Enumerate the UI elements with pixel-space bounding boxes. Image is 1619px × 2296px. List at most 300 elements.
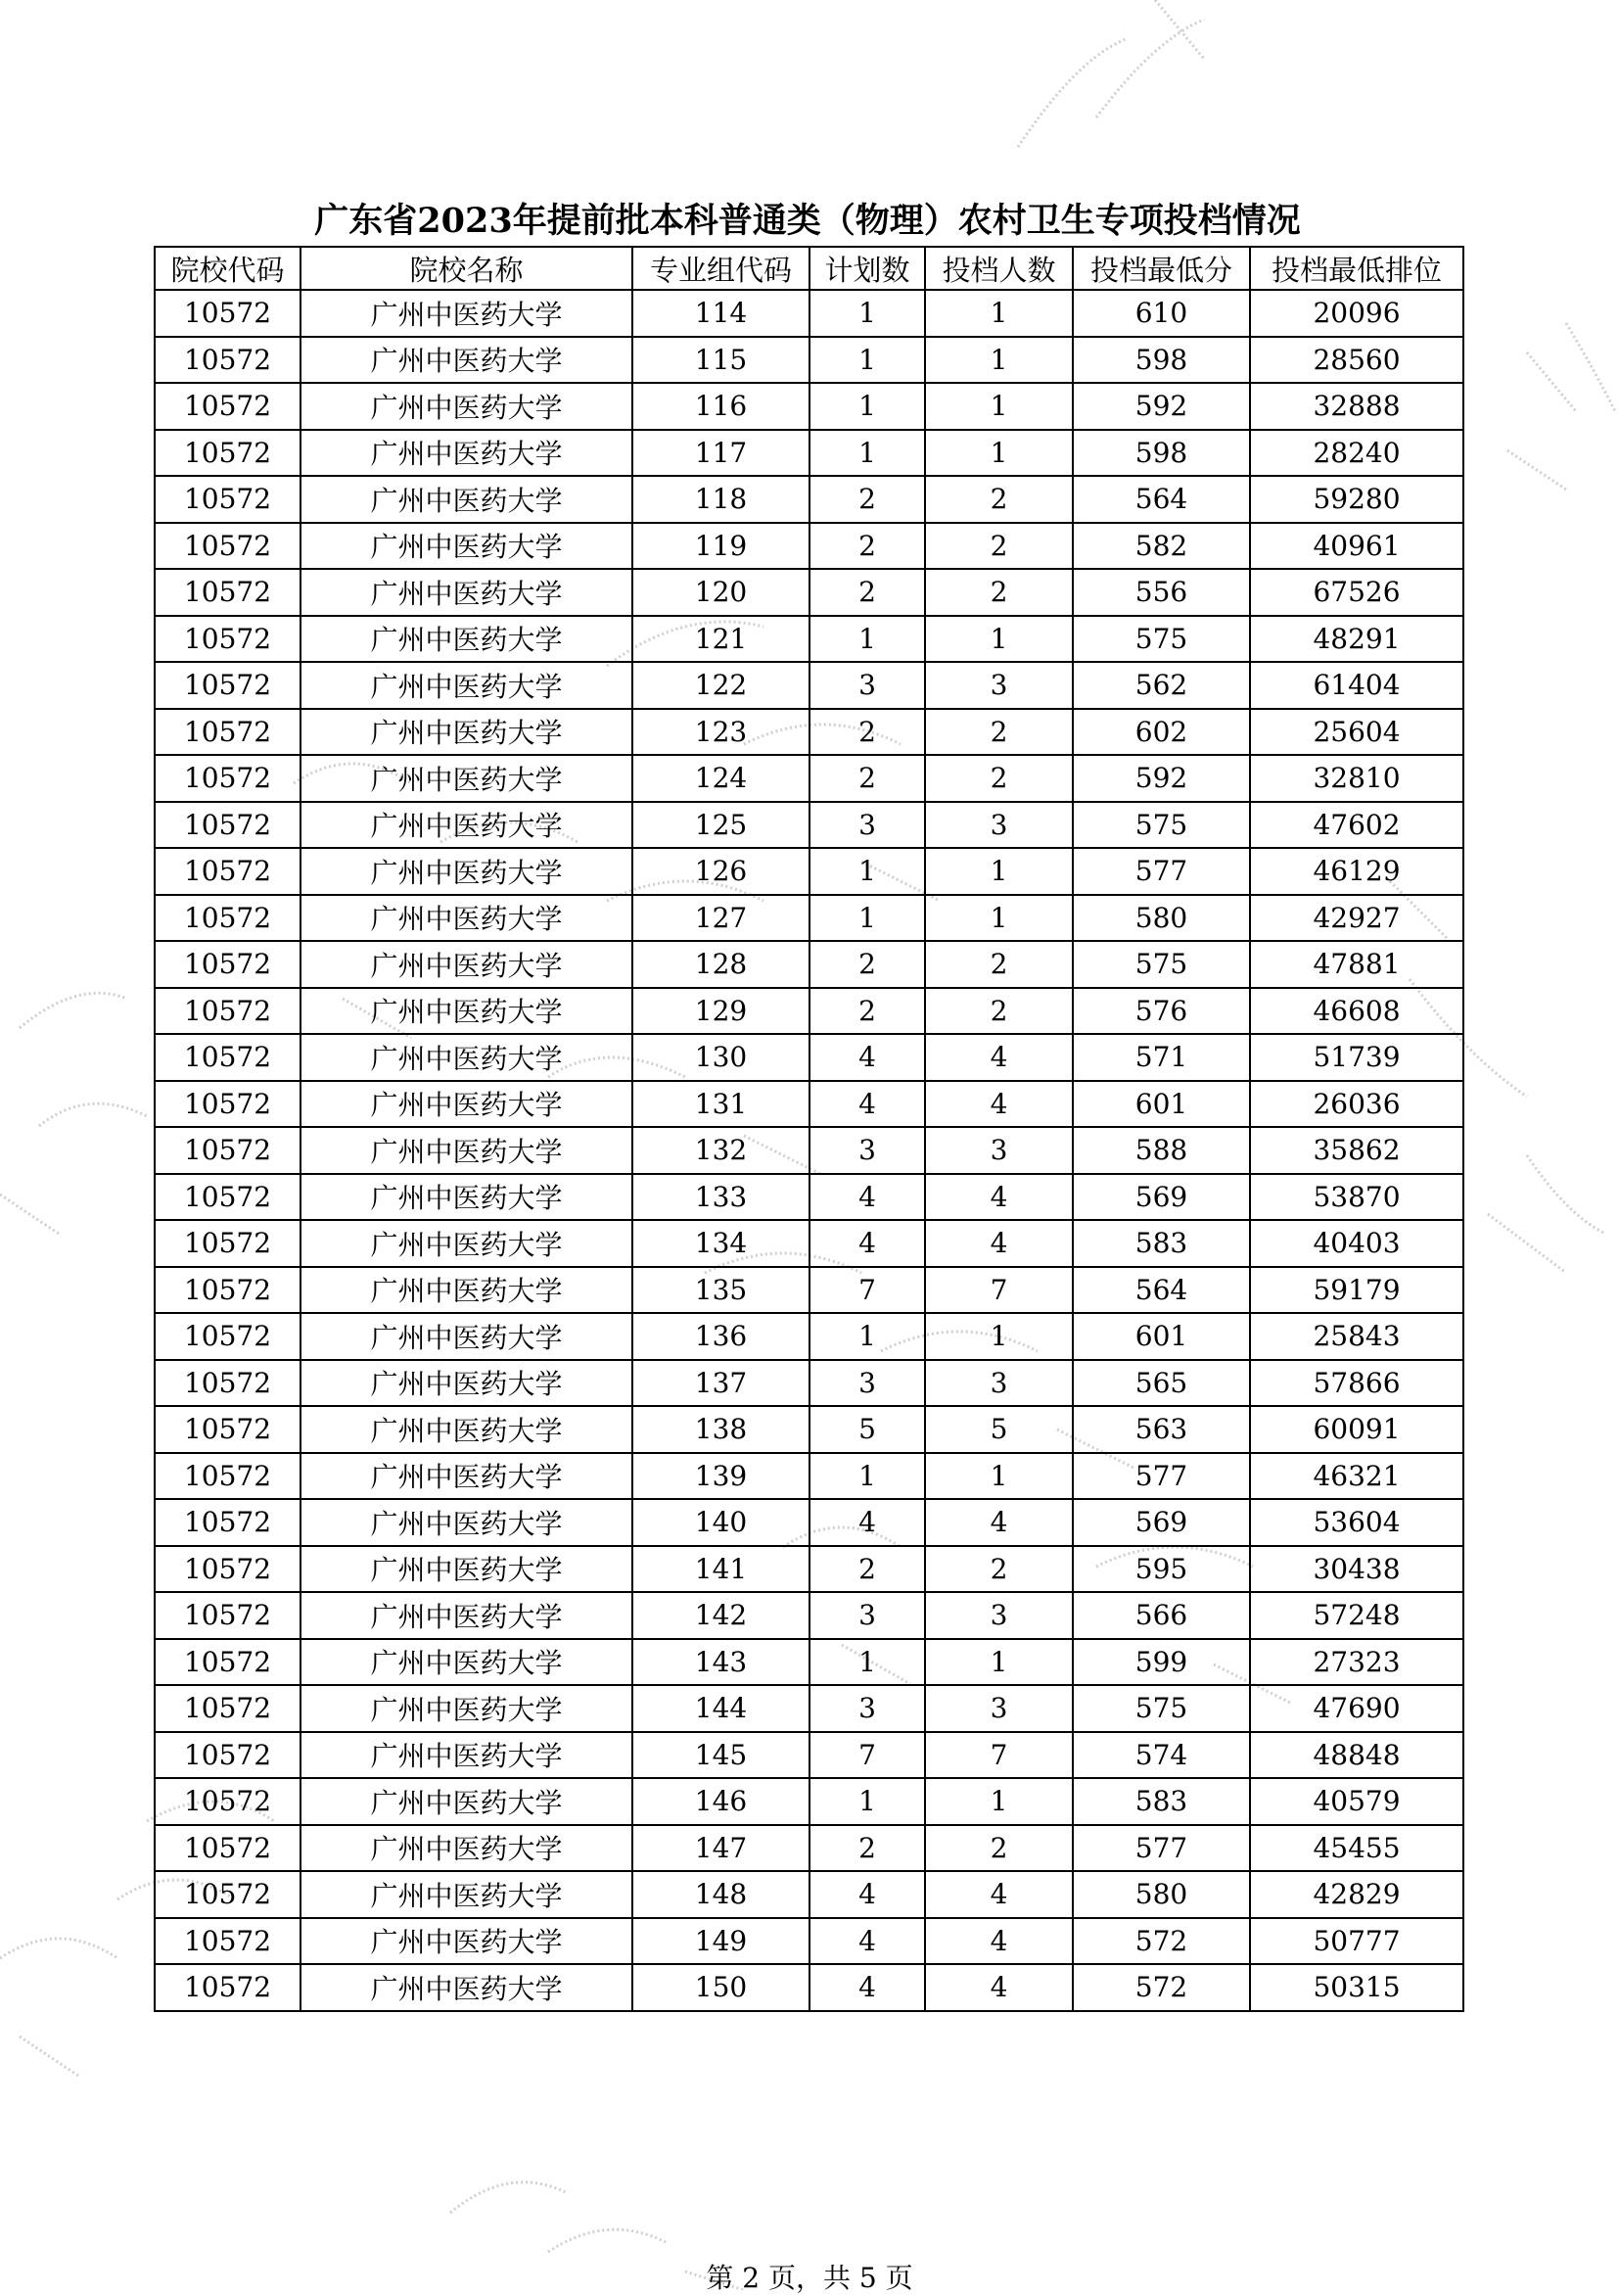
min-score-cell: 601 (1073, 1081, 1250, 1128)
table-row (155, 1592, 1463, 1639)
min-rank-cell: 45455 (1250, 1825, 1463, 1872)
school-name-cell: 广州中医药大学 (301, 1918, 632, 1965)
school-name-cell: 广州中医药大学 (301, 1406, 632, 1453)
plan-count-cell: 2 (810, 476, 925, 523)
admitted-count-cell: 1 (925, 616, 1073, 663)
group-code-cell: 124 (632, 755, 810, 802)
school-name-cell: 广州中医药大学 (301, 1871, 632, 1918)
school-name-cell: 广州中医药大学 (301, 1220, 632, 1267)
min-score-cell: 592 (1073, 383, 1250, 430)
min-score-cell: 580 (1073, 895, 1250, 942)
school-code-cell: 10572 (155, 1127, 301, 1174)
min-score-cell: 577 (1073, 1453, 1250, 1500)
group-code-cell: 137 (632, 1360, 810, 1407)
school-name-cell: 广州中医药大学 (301, 616, 632, 663)
table-row (155, 1499, 1463, 1546)
header-school-name: 院校名称 (301, 247, 632, 290)
plan-count-cell: 4 (810, 1499, 925, 1546)
min-score-cell: 595 (1073, 1546, 1250, 1593)
table-row (155, 569, 1463, 616)
school-code-cell: 10572 (155, 337, 301, 384)
admitted-count-cell: 3 (925, 1360, 1073, 1407)
min-rank-cell: 50315 (1250, 1964, 1463, 2011)
school-code-cell: 10572 (155, 802, 301, 849)
table-row (155, 1964, 1463, 2011)
school-code-cell: 10572 (155, 616, 301, 663)
admitted-count-cell: 4 (925, 1499, 1073, 1546)
min-score-cell: 575 (1073, 802, 1250, 849)
school-name-cell: 广州中医药大学 (301, 988, 632, 1035)
plan-count-cell: 5 (810, 1406, 925, 1453)
school-name-cell: 广州中医药大学 (301, 1732, 632, 1779)
plan-count-cell: 3 (810, 662, 925, 709)
group-code-cell: 129 (632, 988, 810, 1035)
school-code-cell: 10572 (155, 988, 301, 1035)
min-rank-cell: 67526 (1250, 569, 1463, 616)
plan-count-cell: 2 (810, 523, 925, 570)
admitted-count-cell: 1 (925, 430, 1073, 477)
table-row (155, 1034, 1463, 1081)
admitted-count-cell: 2 (925, 988, 1073, 1035)
min-score-cell: 569 (1073, 1499, 1250, 1546)
plan-count-cell: 1 (810, 383, 925, 430)
table-row (155, 941, 1463, 988)
group-code-cell: 145 (632, 1732, 810, 1779)
min-rank-cell: 30438 (1250, 1546, 1463, 1593)
admitted-count-cell: 4 (925, 1220, 1073, 1267)
table-row (155, 1081, 1463, 1128)
plan-count-cell: 1 (810, 337, 925, 384)
plan-count-cell: 3 (810, 1127, 925, 1174)
school-name-cell: 广州中医药大学 (301, 1592, 632, 1639)
group-code-cell: 148 (632, 1871, 810, 1918)
min-score-cell: 610 (1073, 290, 1250, 337)
min-rank-cell: 40403 (1250, 1220, 1463, 1267)
school-code-cell: 10572 (155, 1964, 301, 2011)
school-name-cell: 广州中医药大学 (301, 523, 632, 570)
school-name-cell: 广州中医药大学 (301, 709, 632, 756)
admitted-count-cell: 2 (925, 523, 1073, 570)
table-body (155, 290, 1463, 2011)
group-code-cell: 125 (632, 802, 810, 849)
plan-count-cell: 1 (810, 616, 925, 663)
table-row (155, 1778, 1463, 1825)
school-name-cell: 广州中医药大学 (301, 1825, 632, 1872)
table-row (155, 1360, 1463, 1407)
table-row (155, 1313, 1463, 1360)
plan-count-cell: 1 (810, 1453, 925, 1500)
admitted-count-cell: 2 (925, 709, 1073, 756)
table-row (155, 755, 1463, 802)
min-score-cell: 583 (1073, 1778, 1250, 1825)
admitted-count-cell: 2 (925, 941, 1073, 988)
min-rank-cell: 27323 (1250, 1639, 1463, 1686)
min-rank-cell: 57248 (1250, 1592, 1463, 1639)
min-rank-cell: 46321 (1250, 1453, 1463, 1500)
admitted-count-cell: 7 (925, 1267, 1073, 1314)
group-code-cell: 147 (632, 1825, 810, 1872)
plan-count-cell: 1 (810, 1313, 925, 1360)
table-row (155, 1546, 1463, 1593)
school-code-cell: 10572 (155, 895, 301, 942)
min-rank-cell: 53604 (1250, 1499, 1463, 1546)
plan-count-cell: 2 (810, 755, 925, 802)
plan-count-cell: 2 (810, 1825, 925, 1872)
min-rank-cell: 20096 (1250, 290, 1463, 337)
min-rank-cell: 61404 (1250, 662, 1463, 709)
min-score-cell: 583 (1073, 1220, 1250, 1267)
plan-count-cell: 2 (810, 988, 925, 1035)
school-code-cell: 10572 (155, 476, 301, 523)
min-score-cell: 599 (1073, 1639, 1250, 1686)
admitted-count-cell: 3 (925, 662, 1073, 709)
plan-count-cell: 1 (810, 848, 925, 895)
admitted-count-cell: 2 (925, 755, 1073, 802)
group-code-cell: 134 (632, 1220, 810, 1267)
min-score-cell: 564 (1073, 1267, 1250, 1314)
group-code-cell: 144 (632, 1685, 810, 1732)
min-score-cell: 572 (1073, 1918, 1250, 1965)
min-rank-cell: 35862 (1250, 1127, 1463, 1174)
school-name-cell: 广州中医药大学 (301, 290, 632, 337)
min-score-cell: 575 (1073, 941, 1250, 988)
plan-count-cell: 1 (810, 290, 925, 337)
admitted-count-cell: 3 (925, 1592, 1073, 1639)
page-footer: 第 2 页，共 5 页 (706, 2262, 913, 2294)
admitted-count-cell: 1 (925, 1313, 1073, 1360)
school-code-cell: 10572 (155, 1453, 301, 1500)
school-code-cell: 10572 (155, 848, 301, 895)
plan-count-cell: 1 (810, 1639, 925, 1686)
admitted-count-cell: 5 (925, 1406, 1073, 1453)
school-name-cell: 广州中医药大学 (301, 1081, 632, 1128)
group-code-cell: 121 (632, 616, 810, 663)
table-row (155, 616, 1463, 663)
min-score-cell: 572 (1073, 1964, 1250, 2011)
admitted-count-cell: 4 (925, 1918, 1073, 1965)
min-score-cell: 601 (1073, 1313, 1250, 1360)
table-row (155, 1918, 1463, 1965)
header-plan-count: 计划数 (810, 247, 925, 290)
table-row (155, 337, 1463, 384)
group-code-cell: 115 (632, 337, 810, 384)
admitted-count-cell: 1 (925, 848, 1073, 895)
min-rank-cell: 25843 (1250, 1313, 1463, 1360)
school-name-cell: 广州中医药大学 (301, 1685, 632, 1732)
school-code-cell: 10572 (155, 1406, 301, 1453)
group-code-cell: 140 (632, 1499, 810, 1546)
admitted-count-cell: 3 (925, 802, 1073, 849)
school-name-cell: 广州中医药大学 (301, 383, 632, 430)
group-code-cell: 116 (632, 383, 810, 430)
table-row (155, 1732, 1463, 1779)
group-code-cell: 142 (632, 1592, 810, 1639)
group-code-cell: 120 (632, 569, 810, 616)
min-rank-cell: 51739 (1250, 1034, 1463, 1081)
plan-count-cell: 7 (810, 1267, 925, 1314)
admitted-count-cell: 1 (925, 895, 1073, 942)
group-code-cell: 119 (632, 523, 810, 570)
school-name-cell: 广州中医药大学 (301, 941, 632, 988)
header-admitted-count: 投档人数 (925, 247, 1073, 290)
group-code-cell: 126 (632, 848, 810, 895)
min-score-cell: 598 (1073, 430, 1250, 477)
school-code-cell: 10572 (155, 1639, 301, 1686)
min-score-cell: 575 (1073, 1685, 1250, 1732)
plan-count-cell: 7 (810, 1732, 925, 1779)
admitted-count-cell: 7 (925, 1732, 1073, 1779)
school-name-cell: 广州中医药大学 (301, 662, 632, 709)
plan-count-cell: 4 (810, 1174, 925, 1221)
table-row (155, 1406, 1463, 1453)
group-code-cell: 118 (632, 476, 810, 523)
min-rank-cell: 47690 (1250, 1685, 1463, 1732)
min-score-cell: 592 (1073, 755, 1250, 802)
min-rank-cell: 25604 (1250, 709, 1463, 756)
min-rank-cell: 59280 (1250, 476, 1463, 523)
school-code-cell: 10572 (155, 1360, 301, 1407)
school-code-cell: 10572 (155, 1081, 301, 1128)
school-code-cell: 10572 (155, 1825, 301, 1872)
school-name-cell: 广州中医药大学 (301, 1964, 632, 2011)
min-rank-cell: 57866 (1250, 1360, 1463, 1407)
group-code-cell: 133 (632, 1174, 810, 1221)
min-rank-cell: 50777 (1250, 1918, 1463, 1965)
admitted-count-cell: 3 (925, 1685, 1073, 1732)
header-min-score: 投档最低分 (1073, 247, 1250, 290)
group-code-cell: 117 (632, 430, 810, 477)
table-row (155, 1127, 1463, 1174)
group-code-cell: 127 (632, 895, 810, 942)
plan-count-cell: 1 (810, 430, 925, 477)
min-rank-cell: 26036 (1250, 1081, 1463, 1128)
min-rank-cell: 28240 (1250, 430, 1463, 477)
min-score-cell: 580 (1073, 1871, 1250, 1918)
school-code-cell: 10572 (155, 1267, 301, 1314)
admitted-count-cell: 1 (925, 290, 1073, 337)
table-row (155, 1639, 1463, 1686)
min-rank-cell: 48291 (1250, 616, 1463, 663)
min-score-cell: 569 (1073, 1174, 1250, 1221)
school-name-cell: 广州中医药大学 (301, 1127, 632, 1174)
min-score-cell: 565 (1073, 1360, 1250, 1407)
header-group-code: 专业组代码 (632, 247, 810, 290)
school-code-cell: 10572 (155, 1871, 301, 1918)
school-name-cell: 广州中医药大学 (301, 569, 632, 616)
min-rank-cell: 47602 (1250, 802, 1463, 849)
group-code-cell: 130 (632, 1034, 810, 1081)
group-code-cell: 150 (632, 1964, 810, 2011)
table-row (155, 476, 1463, 523)
min-score-cell: 577 (1073, 848, 1250, 895)
min-score-cell: 588 (1073, 1127, 1250, 1174)
school-name-cell: 广州中医药大学 (301, 1360, 632, 1407)
min-score-cell: 564 (1073, 476, 1250, 523)
min-rank-cell: 42829 (1250, 1871, 1463, 1918)
school-name-cell: 广州中医药大学 (301, 1778, 632, 1825)
min-rank-cell: 46608 (1250, 988, 1463, 1035)
school-code-cell: 10572 (155, 1918, 301, 1965)
admitted-count-cell: 1 (925, 337, 1073, 384)
admitted-count-cell: 4 (925, 1871, 1073, 1918)
header-min-rank: 投档最低排位 (1250, 247, 1463, 290)
min-rank-cell: 47881 (1250, 941, 1463, 988)
school-name-cell: 广州中医药大学 (301, 848, 632, 895)
school-code-cell: 10572 (155, 1313, 301, 1360)
school-code-cell: 10572 (155, 430, 301, 477)
school-name-cell: 广州中医药大学 (301, 755, 632, 802)
admitted-count-cell: 2 (925, 476, 1073, 523)
min-rank-cell: 28560 (1250, 337, 1463, 384)
school-name-cell: 广州中医药大学 (301, 337, 632, 384)
school-code-cell: 10572 (155, 1778, 301, 1825)
min-score-cell: 576 (1073, 988, 1250, 1035)
school-code-cell: 10572 (155, 1174, 301, 1221)
group-code-cell: 149 (632, 1918, 810, 1965)
min-rank-cell: 48848 (1250, 1732, 1463, 1779)
school-name-cell: 广州中医药大学 (301, 1174, 632, 1221)
group-code-cell: 138 (632, 1406, 810, 1453)
table-row (155, 848, 1463, 895)
school-code-cell: 10572 (155, 709, 301, 756)
school-name-cell: 广州中医药大学 (301, 430, 632, 477)
min-rank-cell: 46129 (1250, 848, 1463, 895)
table-row (155, 1825, 1463, 1872)
min-score-cell: 563 (1073, 1406, 1250, 1453)
table-row (155, 1174, 1463, 1221)
plan-count-cell: 4 (810, 1918, 925, 1965)
table-row (155, 1267, 1463, 1314)
group-code-cell: 128 (632, 941, 810, 988)
min-rank-cell: 32888 (1250, 383, 1463, 430)
min-score-cell: 582 (1073, 523, 1250, 570)
min-score-cell: 556 (1073, 569, 1250, 616)
plan-count-cell: 4 (810, 1964, 925, 2011)
group-code-cell: 135 (632, 1267, 810, 1314)
plan-count-cell: 3 (810, 1685, 925, 1732)
school-name-cell: 广州中医药大学 (301, 1546, 632, 1593)
school-code-cell: 10572 (155, 941, 301, 988)
school-code-cell: 10572 (155, 383, 301, 430)
admitted-count-cell: 2 (925, 1825, 1073, 1872)
table-row (155, 523, 1463, 570)
school-name-cell: 广州中医药大学 (301, 1453, 632, 1500)
school-code-cell: 10572 (155, 1499, 301, 1546)
min-score-cell: 574 (1073, 1732, 1250, 1779)
group-code-cell: 114 (632, 290, 810, 337)
school-code-cell: 10572 (155, 1732, 301, 1779)
min-score-cell: 598 (1073, 337, 1250, 384)
plan-count-cell: 1 (810, 1778, 925, 1825)
group-code-cell: 143 (632, 1639, 810, 1686)
school-name-cell: 广州中医药大学 (301, 802, 632, 849)
table-header-row (155, 247, 1463, 290)
plan-count-cell: 3 (810, 1592, 925, 1639)
admitted-count-cell: 1 (925, 383, 1073, 430)
min-rank-cell: 59179 (1250, 1267, 1463, 1314)
school-name-cell: 广州中医药大学 (301, 476, 632, 523)
admitted-count-cell: 4 (925, 1174, 1073, 1221)
min-score-cell: 602 (1073, 709, 1250, 756)
admitted-count-cell: 2 (925, 1546, 1073, 1593)
plan-count-cell: 2 (810, 709, 925, 756)
plan-count-cell: 2 (810, 569, 925, 616)
admitted-count-cell: 1 (925, 1778, 1073, 1825)
plan-count-cell: 4 (810, 1034, 925, 1081)
school-name-cell: 广州中医药大学 (301, 1639, 632, 1686)
school-code-cell: 10572 (155, 1034, 301, 1081)
table-row (155, 709, 1463, 756)
group-code-cell: 146 (632, 1778, 810, 1825)
group-code-cell: 122 (632, 662, 810, 709)
school-code-cell: 10572 (155, 755, 301, 802)
table-row (155, 430, 1463, 477)
school-code-cell: 10572 (155, 1685, 301, 1732)
plan-count-cell: 3 (810, 1360, 925, 1407)
plan-count-cell: 1 (810, 895, 925, 942)
admitted-count-cell: 2 (925, 569, 1073, 616)
plan-count-cell: 4 (810, 1081, 925, 1128)
school-name-cell: 广州中医药大学 (301, 1499, 632, 1546)
plan-count-cell: 4 (810, 1220, 925, 1267)
table-row (155, 1871, 1463, 1918)
min-score-cell: 562 (1073, 662, 1250, 709)
admitted-count-cell: 1 (925, 1639, 1073, 1686)
school-name-cell: 广州中医药大学 (301, 1267, 632, 1314)
admitted-count-cell: 4 (925, 1081, 1073, 1128)
min-rank-cell: 60091 (1250, 1406, 1463, 1453)
min-score-cell: 575 (1073, 616, 1250, 663)
min-score-cell: 577 (1073, 1825, 1250, 1872)
document-title: 广东省2023年提前批本科普通类（物理）农村卫生专项投档情况 (314, 201, 1301, 241)
group-code-cell: 139 (632, 1453, 810, 1500)
min-rank-cell: 32810 (1250, 755, 1463, 802)
school-code-cell: 10572 (155, 290, 301, 337)
group-code-cell: 131 (632, 1081, 810, 1128)
group-code-cell: 123 (632, 709, 810, 756)
table-row (155, 802, 1463, 849)
table-row (155, 895, 1463, 942)
min-rank-cell: 42927 (1250, 895, 1463, 942)
table-row (155, 662, 1463, 709)
school-name-cell: 广州中医药大学 (301, 1313, 632, 1360)
table-row (155, 383, 1463, 430)
table-row (155, 1453, 1463, 1500)
table-row (155, 1685, 1463, 1732)
admission-table (154, 246, 1464, 2012)
group-code-cell: 141 (632, 1546, 810, 1593)
admitted-count-cell: 1 (925, 1453, 1073, 1500)
min-rank-cell: 40961 (1250, 523, 1463, 570)
admitted-count-cell: 4 (925, 1034, 1073, 1081)
min-rank-cell: 40579 (1250, 1778, 1463, 1825)
school-name-cell: 广州中医药大学 (301, 1034, 632, 1081)
school-name-cell: 广州中医药大学 (301, 895, 632, 942)
header-school-code: 院校代码 (155, 247, 301, 290)
plan-count-cell: 2 (810, 1546, 925, 1593)
group-code-cell: 136 (632, 1313, 810, 1360)
school-code-cell: 10572 (155, 1220, 301, 1267)
admitted-count-cell: 3 (925, 1127, 1073, 1174)
admitted-count-cell: 4 (925, 1964, 1073, 2011)
plan-count-cell: 2 (810, 941, 925, 988)
table-row (155, 988, 1463, 1035)
school-code-cell: 10572 (155, 662, 301, 709)
plan-count-cell: 3 (810, 802, 925, 849)
min-rank-cell: 53870 (1250, 1174, 1463, 1221)
min-score-cell: 571 (1073, 1034, 1250, 1081)
school-code-cell: 10572 (155, 1546, 301, 1593)
